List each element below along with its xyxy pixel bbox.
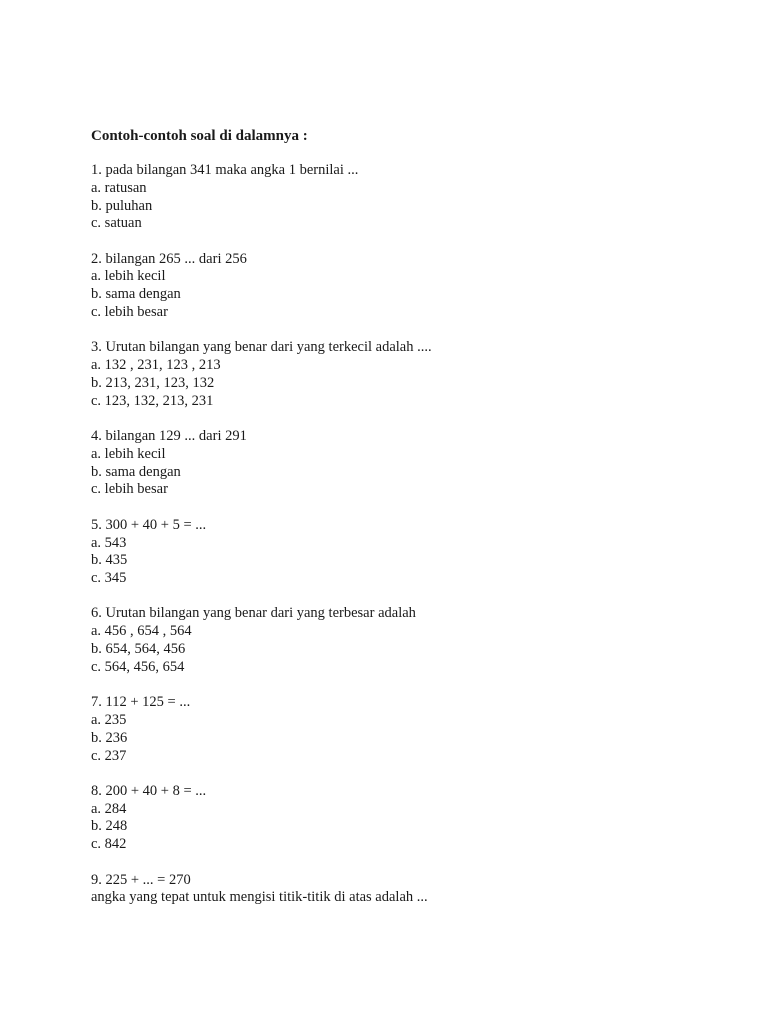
answer-option: b. 236 [91, 729, 128, 746]
answer-option: c. 123, 132, 213, 231 [91, 392, 214, 409]
question-prompt: 2. bilangan 265 ... dari 256 [91, 250, 247, 267]
answer-option: b. sama dengan [91, 286, 181, 303]
question-prompt: 4. bilangan 129 ... dari 291 [91, 428, 247, 445]
answer-option: a. lebih kecil [91, 268, 166, 285]
question-prompt: 7. 112 + 125 = ... [91, 694, 191, 711]
question-2 [91, 251, 731, 322]
question-prompt: 5. 300 + 40 + 5 = ... [91, 516, 207, 533]
answer-option: b. 248 [91, 818, 128, 835]
question-prompt: 9. 225 + ... = 270 [91, 871, 191, 888]
answer-option: b. 435 [91, 552, 128, 569]
answer-option: c. 842 [91, 836, 127, 853]
question-1 [91, 162, 731, 233]
answer-option: b. sama dengan [91, 463, 181, 480]
question-7 [91, 694, 731, 765]
question-instruction: angka yang tepat untuk mengisi titik-titik di atas adalah ... [91, 889, 428, 906]
question-prompt: 6. Urutan bilangan yang benar dari yang terbesar adalah [91, 605, 416, 622]
answer-option: b. 213, 231, 123, 132 [91, 374, 215, 391]
question-prompt: 1. pada bilangan 341 maka angka 1 bernilai ... [91, 162, 359, 178]
answer-option: a. ratusan [91, 179, 147, 196]
question-5 [91, 517, 731, 588]
answer-option: a. 284 [91, 800, 127, 817]
answer-option: a. lebih kecil [91, 445, 166, 462]
question-3 [91, 339, 731, 410]
question-prompt: 3. Urutan bilangan yang benar dari yang terkecil adalah .... [91, 339, 432, 356]
answer-option: c. 564, 456, 654 [91, 658, 185, 675]
answer-option: c. lebih besar [91, 481, 168, 498]
answer-option: a. 456 , 654 , 564 [91, 623, 192, 640]
question-4 [91, 428, 731, 499]
question-prompt: 8. 200 + 40 + 8 = ... [91, 782, 207, 799]
answer-option: a. 132 , 231, 123 , 213 [91, 357, 221, 374]
answer-option: c. 345 [91, 570, 127, 587]
answer-option: b. puluhan [91, 197, 153, 214]
answer-option: c. 237 [91, 747, 127, 764]
answer-option: c. lebih besar [91, 304, 168, 321]
question-8 [91, 783, 731, 854]
question-6 [91, 605, 731, 676]
answer-option: b. 654, 564, 456 [91, 641, 186, 658]
answer-option: c. satuan [91, 215, 142, 232]
answer-option: a. 235 [91, 711, 127, 728]
answer-option: a. 543 [91, 534, 127, 551]
document-heading: Contoh-contoh soal di dalamnya : [91, 128, 308, 144]
question-9 [91, 872, 731, 908]
document-page [91, 126, 731, 925]
